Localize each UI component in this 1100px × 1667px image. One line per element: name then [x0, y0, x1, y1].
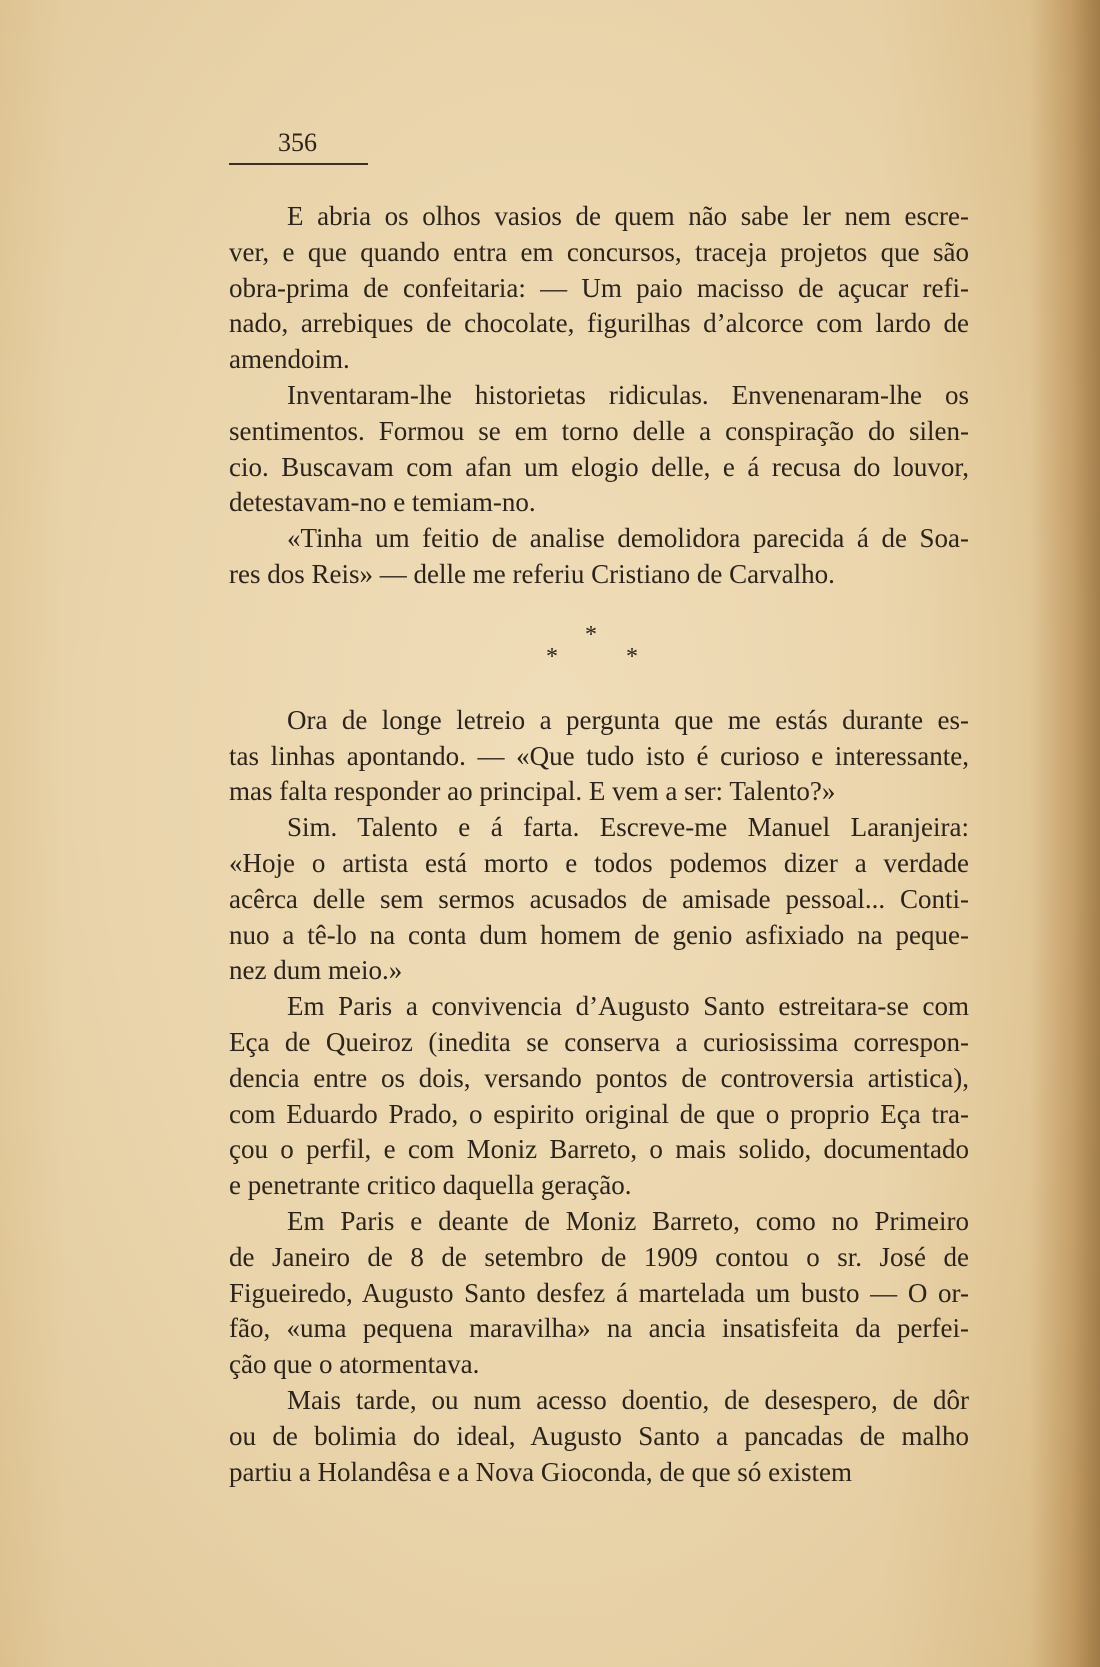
text-line: «Tinha um feitio de analise demolidora parecida á de Soa- — [287, 523, 969, 554]
text-line: nado, arrebiques de chocolate, figurilhas d’alcorce com lardo de — [229, 308, 969, 339]
section-break-asterism — [229, 593, 969, 703]
bottom-paragraphs — [229, 703, 969, 1491]
text-line: e penetrante critico daquella geração. — [229, 1170, 632, 1201]
text-line: çou o perfil, e com Moniz Barreto, o mais solido, documentado — [229, 1134, 969, 1165]
text-line: mas falta responder ao principal. E vem a ser: Talento?» — [229, 776, 836, 807]
paragraph — [229, 1204, 969, 1383]
text-line: «Hoje o artista está morto e todos podemos dizer a verdade — [229, 847, 969, 878]
text-line: sentimentos. Formou se em torno delle a conspiração do silen- — [229, 415, 969, 446]
asterism-star: * — [626, 643, 638, 670]
text-line: Em Paris a convivencia d’Augusto Santo estreitara-se com — [287, 991, 969, 1022]
text-line: Sim. Talento e á farta. Escreve-me Manuel Laranjeira: — [287, 812, 969, 843]
text-line: E abria os olhos vasios de quem não sabe ler nem escre- — [287, 201, 969, 231]
text-line: obra-prima de confeitaria: — Um paio macisso de açucar refi- — [229, 272, 969, 303]
page-edge-shadow — [1030, 0, 1100, 1667]
paragraph — [229, 199, 969, 378]
paragraph — [229, 1383, 969, 1490]
paragraph — [229, 521, 969, 593]
text-line: fão, «uma pequena maravilha» na ancia insatisfeita da perfei- — [229, 1313, 969, 1344]
paragraph — [229, 703, 969, 810]
paragraph — [229, 989, 969, 1204]
text-line: res dos Reis» — delle me referiu Cristiano de Carvalho. — [229, 558, 835, 589]
text-line: ção que o atormentava. — [229, 1349, 480, 1380]
text-line: Ora de longe letreio a pergunta que me estás durante es- — [287, 704, 969, 735]
text-line: amendoim. — [229, 344, 350, 375]
text-line: de Janeiro de 8 de setembro de 1909 contou o sr. José de — [229, 1241, 969, 1272]
text-line: partiu a Holandêsa e a Nova Gioconda, de que só existem — [229, 1456, 853, 1487]
text-line: Eça de Queiroz (inedita se conserva a curiosissima correspon- — [229, 1026, 969, 1057]
top-paragraphs — [229, 199, 969, 593]
text-line: detestavam-no e temiam-no. — [229, 487, 536, 518]
body-text — [229, 199, 969, 1490]
text-line: tas linhas apontando. — «Que tudo isto é curioso e interessante, — [229, 740, 969, 771]
asterism-star: * — [585, 621, 597, 648]
text-line: dencia entre os dois, versando pontos de controversia artistica), — [229, 1062, 969, 1093]
text-line: Em Paris e deante de Moniz Barreto, como no Primeiro — [287, 1205, 969, 1236]
text-line: nuo a tê-lo na conta dum homem de genio asfixiado na peque- — [229, 919, 969, 950]
header-rule — [229, 163, 368, 165]
paragraph — [229, 378, 969, 521]
text-line: com Eduardo Prado, o espirito original de que o proprio Eça tra- — [229, 1098, 969, 1129]
text-line: acêrca delle sem sermos acusados de amisade pessoal... Conti- — [229, 883, 969, 914]
text-line: Mais tarde, ou num acesso doentio, de desespero, de dôr — [287, 1384, 969, 1415]
text-line: nez dum meio.» — [229, 955, 403, 986]
paragraph — [229, 810, 969, 989]
text-line: cio. Buscavam com afan um elogio delle, e á recusa do louvor, — [229, 451, 969, 482]
asterism-star: * — [546, 643, 558, 670]
text-line: ou de bolimia do ideal, Augusto Santo a pancadas de malho — [229, 1420, 969, 1451]
text-line: ver, e que quando entra em concursos, traceja projetos que são — [229, 236, 969, 267]
text-line: Inventaram-lhe historietas ridiculas. Envenenaram-lhe os — [287, 379, 969, 410]
text-line: Figueiredo, Augusto Santo desfez á martelada um busto — O or- — [229, 1277, 969, 1308]
page-number: 356 — [278, 128, 317, 157]
